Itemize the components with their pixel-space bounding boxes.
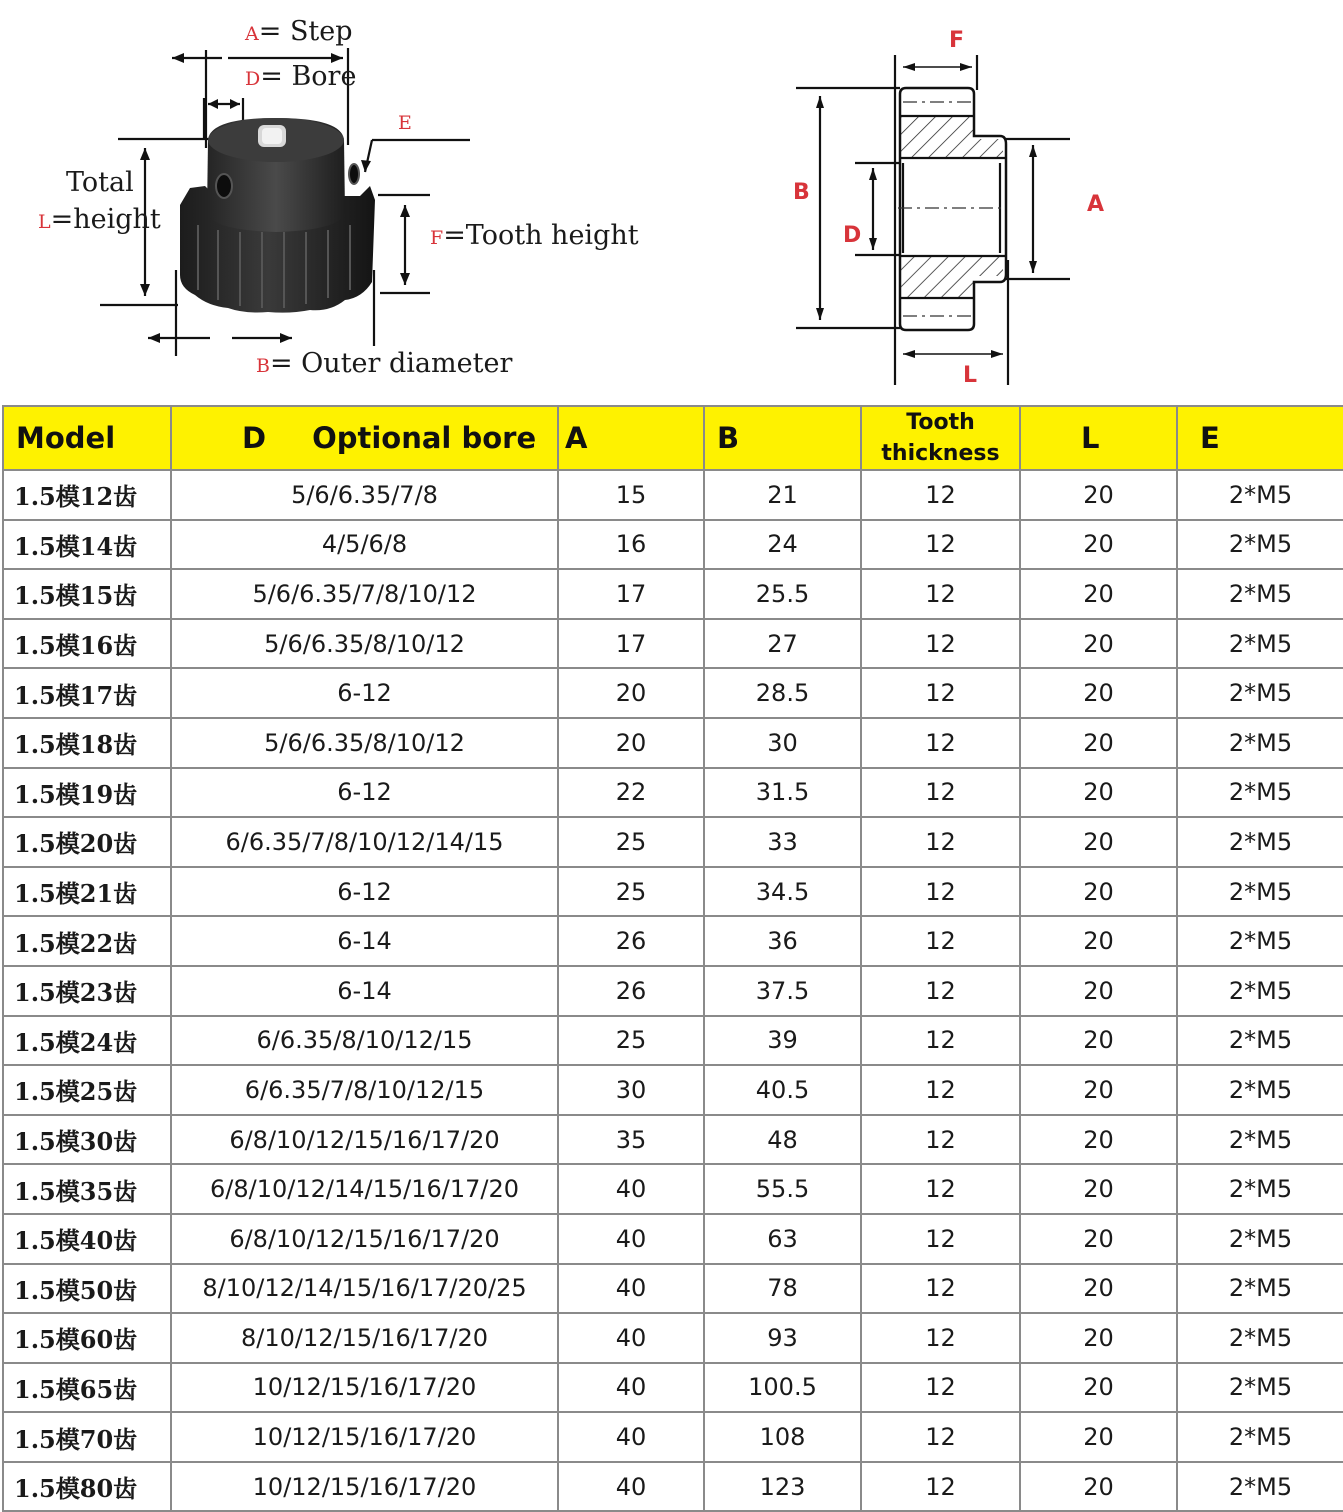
header-l: L <box>1020 406 1177 470</box>
table-row <box>3 1115 1343 1165</box>
b-cell: 21 <box>704 470 861 520</box>
header-optional-bore-text: Optional bore <box>312 421 537 455</box>
tooth-thickness-cell: 12 <box>861 520 1020 570</box>
b-cell: 93 <box>704 1313 861 1363</box>
e-cell: 2*M5 <box>1177 1412 1343 1462</box>
b-cell: 25.5 <box>704 569 861 619</box>
total-height-letter: L <box>38 211 51 233</box>
l-cell: 20 <box>1020 619 1177 669</box>
header-tooth-line2: thickness <box>881 441 1000 466</box>
model-cell: 1.5模24齿 <box>3 1016 171 1066</box>
optional-bore-cell: 4/5/6/8 <box>171 520 558 570</box>
b-cell: 24 <box>704 520 861 570</box>
table-row <box>3 1363 1343 1413</box>
table-row <box>3 1412 1343 1462</box>
a-cell: 35 <box>558 1115 704 1165</box>
cad-label-f: F <box>949 28 965 53</box>
cad-label-l: L <box>963 363 978 388</box>
tooth-height-text: =Tooth height <box>443 220 639 251</box>
optional-bore-cell: 6-12 <box>171 668 558 718</box>
total-height-label-line1: Total <box>66 167 134 198</box>
e-cell: 2*M5 <box>1177 768 1343 818</box>
table-row <box>3 718 1343 768</box>
cad-label-b: B <box>793 180 810 205</box>
a-cell: 40 <box>558 1363 704 1413</box>
e-cell: 2*M5 <box>1177 1065 1343 1115</box>
model-cell: 1.5模23齿 <box>3 966 171 1016</box>
l-cell: 20 <box>1020 916 1177 966</box>
e-cell: 2*M5 <box>1177 619 1343 669</box>
e-cell: 2*M5 <box>1177 470 1343 520</box>
table-row <box>3 1462 1343 1512</box>
l-cell: 20 <box>1020 867 1177 917</box>
optional-bore-cell: 6/8/10/12/15/16/17/20 <box>171 1115 558 1165</box>
l-cell: 20 <box>1020 569 1177 619</box>
table-row <box>3 817 1343 867</box>
step-text: = Step <box>258 16 353 47</box>
model-cell: 1.5模14齿 <box>3 520 171 570</box>
model-cell: 1.5模17齿 <box>3 668 171 718</box>
tooth-height-label <box>430 220 639 251</box>
model-cell: 1.5模15齿 <box>3 569 171 619</box>
optional-bore-cell: 6/8/10/12/14/15/16/17/20 <box>171 1164 558 1214</box>
l-cell: 20 <box>1020 520 1177 570</box>
b-cell: 100.5 <box>704 1363 861 1413</box>
bore-label <box>245 61 356 92</box>
b-cell: 78 <box>704 1264 861 1314</box>
outer-diameter-label <box>256 348 512 379</box>
model-cell: 1.5模20齿 <box>3 817 171 867</box>
a-cell: 22 <box>558 768 704 818</box>
optional-bore-cell: 8/10/12/15/16/17/20 <box>171 1313 558 1363</box>
l-cell: 20 <box>1020 1115 1177 1165</box>
total-height-label-line2 <box>38 204 161 235</box>
bore-text: = Bore <box>260 61 357 92</box>
l-cell: 20 <box>1020 1016 1177 1066</box>
header-model: Model <box>3 406 171 470</box>
b-cell: 123 <box>704 1462 861 1512</box>
a-cell: 15 <box>558 470 704 520</box>
optional-bore-cell: 5/6/6.35/8/10/12 <box>171 718 558 768</box>
model-cell: 1.5模22齿 <box>3 916 171 966</box>
header-tooth-thickness <box>861 406 1020 470</box>
a-cell: 25 <box>558 817 704 867</box>
a-cell: 40 <box>558 1462 704 1512</box>
tooth-thickness-cell: 12 <box>861 718 1020 768</box>
model-cell: 1.5模18齿 <box>3 718 171 768</box>
tooth-thickness-cell: 12 <box>861 966 1020 1016</box>
cad-label-d: D <box>843 223 862 248</box>
l-cell: 20 <box>1020 1462 1177 1512</box>
header-d: D <box>242 421 267 455</box>
optional-bore-cell: 10/12/15/16/17/20 <box>171 1462 558 1512</box>
optional-bore-cell: 10/12/15/16/17/20 <box>171 1363 558 1413</box>
table-row <box>3 1065 1343 1115</box>
e-cell: 2*M5 <box>1177 1016 1343 1066</box>
model-cell: 1.5模19齿 <box>3 768 171 818</box>
a-cell: 20 <box>558 668 704 718</box>
model-cell: 1.5模70齿 <box>3 1412 171 1462</box>
table-row <box>3 668 1343 718</box>
total-height-text: =height <box>50 204 161 235</box>
l-cell: 20 <box>1020 1412 1177 1462</box>
optional-bore-cell: 5/6/6.35/7/8 <box>171 470 558 520</box>
model-cell: 1.5模30齿 <box>3 1115 171 1165</box>
a-cell: 30 <box>558 1065 704 1115</box>
a-cell: 40 <box>558 1214 704 1264</box>
set-screw-label: E <box>398 112 412 134</box>
table-row <box>3 470 1343 520</box>
b-cell: 39 <box>704 1016 861 1066</box>
e-cell: 2*M5 <box>1177 1164 1343 1214</box>
a-cell: 25 <box>558 1016 704 1066</box>
tooth-thickness-cell: 12 <box>861 1115 1020 1165</box>
header-b: B <box>704 406 861 470</box>
model-cell: 1.5模50齿 <box>3 1264 171 1314</box>
b-cell: 63 <box>704 1214 861 1264</box>
a-cell: 25 <box>558 867 704 917</box>
e-cell: 2*M5 <box>1177 1363 1343 1413</box>
l-cell: 20 <box>1020 1264 1177 1314</box>
l-cell: 20 <box>1020 1214 1177 1264</box>
optional-bore-cell: 8/10/12/14/15/16/17/20/25 <box>171 1264 558 1314</box>
l-cell: 20 <box>1020 718 1177 768</box>
a-cell: 17 <box>558 619 704 669</box>
header-e: E <box>1177 406 1343 470</box>
model-cell: 1.5模12齿 <box>3 470 171 520</box>
model-cell: 1.5模40齿 <box>3 1214 171 1264</box>
table-row <box>3 619 1343 669</box>
table-row <box>3 916 1343 966</box>
model-cell: 1.5模80齿 <box>3 1462 171 1512</box>
a-cell: 26 <box>558 966 704 1016</box>
e-cell: 2*M5 <box>1177 1313 1343 1363</box>
outer-diameter-text: = Outer diameter <box>269 348 513 379</box>
optional-bore-cell: 6/6.35/7/8/10/12/15 <box>171 1065 558 1115</box>
optional-bore-cell: 10/12/15/16/17/20 <box>171 1412 558 1462</box>
table-row <box>3 768 1343 818</box>
a-cell: 40 <box>558 1412 704 1462</box>
b-cell: 31.5 <box>704 768 861 818</box>
model-cell: 1.5模21齿 <box>3 867 171 917</box>
bore-letter: D <box>245 68 261 90</box>
tooth-thickness-cell: 12 <box>861 1313 1020 1363</box>
e-cell: 2*M5 <box>1177 569 1343 619</box>
e-cell: 2*M5 <box>1177 867 1343 917</box>
e-cell: 2*M5 <box>1177 1462 1343 1512</box>
table-row <box>3 1214 1343 1264</box>
l-cell: 20 <box>1020 470 1177 520</box>
b-cell: 30 <box>704 718 861 768</box>
e-cell: 2*M5 <box>1177 966 1343 1016</box>
table-row <box>3 520 1343 570</box>
tooth-thickness-cell: 12 <box>861 867 1020 917</box>
tooth-thickness-cell: 12 <box>861 1462 1020 1512</box>
table-row <box>3 1313 1343 1363</box>
optional-bore-cell: 6-14 <box>171 916 558 966</box>
header-tooth-line1: Tooth <box>906 410 975 435</box>
tooth-thickness-cell: 12 <box>861 1164 1020 1214</box>
a-cell: 40 <box>558 1313 704 1363</box>
optional-bore-cell: 6-14 <box>171 966 558 1016</box>
table-body <box>3 470 1343 1511</box>
tooth-thickness-cell: 12 <box>861 1065 1020 1115</box>
cad-label-a: A <box>1087 192 1105 217</box>
e-cell: 2*M5 <box>1177 916 1343 966</box>
outer-diameter-letter: B <box>256 355 270 377</box>
b-cell: 33 <box>704 817 861 867</box>
l-cell: 20 <box>1020 1164 1177 1214</box>
model-cell: 1.5模25齿 <box>3 1065 171 1115</box>
table-row <box>3 569 1343 619</box>
dimension-diagrams <box>0 0 1343 404</box>
l-cell: 20 <box>1020 817 1177 867</box>
e-cell: 2*M5 <box>1177 520 1343 570</box>
model-cell: 1.5模65齿 <box>3 1363 171 1413</box>
b-cell: 27 <box>704 619 861 669</box>
e-cell: 2*M5 <box>1177 1214 1343 1264</box>
optional-bore-cell: 6/6.35/8/10/12/15 <box>171 1016 558 1066</box>
tooth-height-letter: F <box>430 227 444 249</box>
a-cell: 40 <box>558 1164 704 1214</box>
l-cell: 20 <box>1020 966 1177 1016</box>
tooth-thickness-cell: 12 <box>861 1412 1020 1462</box>
step-label <box>245 16 353 47</box>
e-cell: 2*M5 <box>1177 718 1343 768</box>
tooth-thickness-cell: 12 <box>861 470 1020 520</box>
b-cell: 34.5 <box>704 867 861 917</box>
header-optional-bore <box>171 406 558 470</box>
tooth-thickness-cell: 12 <box>861 1363 1020 1413</box>
e-cell: 2*M5 <box>1177 817 1343 867</box>
a-cell: 20 <box>558 718 704 768</box>
optional-bore-cell: 6-12 <box>171 867 558 917</box>
tooth-thickness-cell: 12 <box>861 619 1020 669</box>
a-cell: 26 <box>558 916 704 966</box>
l-cell: 20 <box>1020 768 1177 818</box>
l-cell: 20 <box>1020 1363 1177 1413</box>
b-cell: 36 <box>704 916 861 966</box>
tooth-thickness-cell: 12 <box>861 668 1020 718</box>
table-row <box>3 1264 1343 1314</box>
header-a: A <box>558 406 704 470</box>
b-cell: 55.5 <box>704 1164 861 1214</box>
e-cell: 2*M5 <box>1177 668 1343 718</box>
l-cell: 20 <box>1020 1313 1177 1363</box>
tooth-thickness-cell: 12 <box>861 1264 1020 1314</box>
model-cell: 1.5模35齿 <box>3 1164 171 1214</box>
tooth-thickness-cell: 12 <box>861 1016 1020 1066</box>
tooth-thickness-cell: 12 <box>861 569 1020 619</box>
a-cell: 17 <box>558 569 704 619</box>
table-row <box>3 1016 1343 1066</box>
b-cell: 40.5 <box>704 1065 861 1115</box>
gear-spec-table <box>2 405 1343 1512</box>
step-letter: A <box>245 23 259 45</box>
e-cell: 2*M5 <box>1177 1264 1343 1314</box>
model-cell: 1.5模16齿 <box>3 619 171 669</box>
table-row <box>3 867 1343 917</box>
b-cell: 48 <box>704 1115 861 1165</box>
optional-bore-cell: 6/8/10/12/15/16/17/20 <box>171 1214 558 1264</box>
optional-bore-cell: 6/6.35/7/8/10/12/14/15 <box>171 817 558 867</box>
a-cell: 16 <box>558 520 704 570</box>
model-cell: 1.5模60齿 <box>3 1313 171 1363</box>
l-cell: 20 <box>1020 668 1177 718</box>
b-cell: 28.5 <box>704 668 861 718</box>
a-cell: 40 <box>558 1264 704 1314</box>
tooth-thickness-cell: 12 <box>861 768 1020 818</box>
tooth-thickness-cell: 12 <box>861 817 1020 867</box>
e-cell: 2*M5 <box>1177 1115 1343 1165</box>
b-cell: 108 <box>704 1412 861 1462</box>
table-row <box>3 966 1343 1016</box>
b-cell: 37.5 <box>704 966 861 1016</box>
optional-bore-cell: 6-12 <box>171 768 558 818</box>
table-header-row <box>3 406 1343 470</box>
l-cell: 20 <box>1020 1065 1177 1115</box>
tooth-thickness-cell: 12 <box>861 1214 1020 1264</box>
optional-bore-cell: 5/6/6.35/8/10/12 <box>171 619 558 669</box>
tooth-thickness-cell: 12 <box>861 916 1020 966</box>
table-row <box>3 1164 1343 1214</box>
optional-bore-cell: 5/6/6.35/7/8/10/12 <box>171 569 558 619</box>
